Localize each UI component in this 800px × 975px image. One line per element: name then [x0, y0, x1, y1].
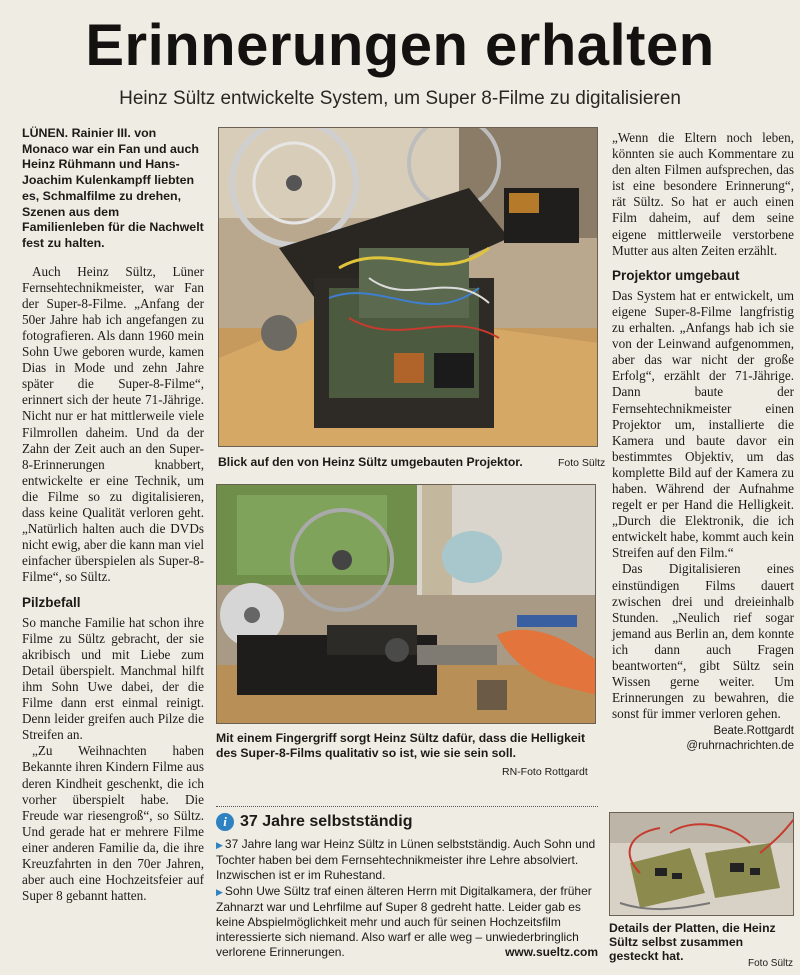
infobox-header [216, 813, 598, 831]
infobox [216, 806, 598, 961]
infobox-item [216, 884, 598, 961]
digitizing-photo [216, 484, 596, 724]
article-column-right [612, 130, 794, 754]
headline: Erinnerungen erhalten [85, 13, 715, 78]
photo-credit: Foto Sültz [748, 958, 794, 969]
body-paragraph: „Wenn die Eltern noch leben, könnten sie auch Kommentare zu den alten Filmen aufsprechen, das ist eine besondere Erinnerung“, rät Sültz. So hat er auch einen Film daheim, auf dem seine eigene mittlerweile verstorbene Mutter aus alten Zeiten erzählt. [612, 130, 794, 258]
digitizing-image [217, 485, 596, 724]
circuit-boards-photo [609, 812, 794, 916]
infobox-item-text: 37 Jahre lang war Heinz Sültz in Lünen selbstständig. Auch Sohn und Tochter haben bei dem Fernsehtechnikmeister ihre Lehre absolviert. Inzwischen ist er im Ruhestand. [216, 837, 596, 883]
author-name: Beate.Rottgardt [713, 725, 794, 738]
photo-caption: Blick auf den von Heinz Sültz umgebauten Projektor. [218, 455, 523, 469]
photo-credit: RN-Foto Rottgardt [502, 766, 588, 778]
infobox-body [216, 837, 598, 961]
projector-photo [218, 127, 598, 447]
info-icon: i [216, 813, 234, 831]
body-paragraph: Das Digitalisieren eines einstündigen Films dauert zwischen drei und dreieinhalb Stunden. „Neulich rief sogar jemand aus Berlin an, dem konnte ich dann auch Fragen beantworten“, gibt Sültz sein Wissen gerne weiter. Um Erinnerungen zu bewahren, die sonst für immer verloren gehen. [612, 561, 794, 722]
author-byline [612, 724, 794, 754]
bullet-triangle-icon: ▶ [216, 886, 223, 897]
subheadline: Heinz Sültz entwickelte System, um Super 8-Filme zu digitalisieren [119, 88, 681, 109]
lead-paragraph: LÜNEN. Rainier III. von Monaco war ein Fan und auch Heinz Rühmann und Hans-Joachim Kulenkampff liebten es, Schmalfilme zu drehen, Szenen aus dem Familienleben für die Nachwelt fest zu halten. [22, 126, 204, 250]
bullet-triangle-icon: ▶ [216, 840, 223, 850]
author-email[interactable]: @ruhrnachrichten.de [686, 740, 794, 753]
projector-image [219, 128, 598, 447]
body-paragraph: Das System hat er entwickelt, um eigene Super-8-Filme langfristig zu erhalten. „Anfangs hab ich sie von der Leinwand aufgenommen, aber das war nicht der große Erfolg“, erzählt der 71-Jährige. Dann baute der Fernsehtechnikmeister einen Projektor um, installierte die Kamera und baute davor ein bestimmtes Objektiv, um das komplette Bild auf der Kamera zu haben. Während der Aufnahme regelt er per Hand die Helligkeit. „Durch die Elektronik, die ich entwickelt habe, kommt auch kein Streifen auf den Film.“ [612, 287, 794, 561]
infobox-item [216, 837, 598, 884]
circuit-boards-image [610, 813, 794, 916]
photo-caption: Mit einem Fingergriff sorgt Heinz Sültz dafür, dass die Helligkeit des Super-8-Films qualitativ so ist, wie sie sein soll. [216, 731, 586, 760]
website-link[interactable]: www.sueltz.com [505, 945, 598, 960]
section-heading-pilzbefall: Pilzbefall [22, 594, 81, 610]
infobox-title: 37 Jahre selbstständig [240, 813, 413, 830]
body-paragraph: So manche Familie hat schon ihre Filme zu Sültz gebracht, der sie akribisch und mit Liebe zum Detail überspielt. Manchmal hilft ihm Sohn Uwe dabei, der die Filme dann erst einmal reinigt. Denn leider greifen auch Pilze die Streifen an. [22, 614, 204, 743]
photo-caption: Details der Platten, die Heinz Sültz selbst zusammen gesteckt hat. [609, 921, 776, 963]
infobox-item-text: Sohn Uwe Sültz traf einen älteren Herrn mit Digitalkamera, der früher Zahnarzt war und Lehrfilme auf Super 8 gedreht hatte. Leider gab es keine Abspielmöglichkeit mehr und auch für seinen Hochzeitsfilm interessierte sich niemand. Also warf er alle weg – unwiederbringlich verlorene Erinnerungen. [216, 883, 592, 960]
body-paragraph: Auch Heinz Sültz, Lüner Fernsehtechnikmeister, war Fan der Super-8-Filme. „Anfang der 50er Jahre hab ich angefangen zu fotografieren. Als dann 1960 mein Sohn Uwe geboren wurde, kamen Dias in Mode und zehn Jahre später die Super-8-Filme“, erinnert sich der heute 71-Jährige. Nicht nur er hat mittlerweile viele Filmrollen daheim. Und da der Zahn der Zeit auch an den Super-8-Erinnerungen knabbert, entwickelte er eine Technik, um die Filme so zu digitalisieren, dass keine Qualität verloren geht. „Natürlich halten auch die DVDs nicht ewig, aber die kann man viel einfacher überspielen als Super-8-Filme“, so Sültz. [22, 263, 204, 585]
body-paragraph: „Zu Weihnachten haben Bekannte ihren Kindern Filme aus deren Kindheit geschenkt, die ich vorher überspielt habe. Die Freude war riesengroß“, so Sültz. Und gerade hat er mehrere Filme einer anderen Familie da, die ihre Kreuzfahrten in den 70er Jahren, aber auch eine Hochzeitsfeier auf Super 8 gebannt hatten. [22, 743, 204, 904]
section-heading-projektor-umgebaut: Projektor umgebaut [612, 267, 740, 283]
article-column-left [22, 126, 204, 904]
photo-credit: Foto Sültz [558, 457, 606, 469]
